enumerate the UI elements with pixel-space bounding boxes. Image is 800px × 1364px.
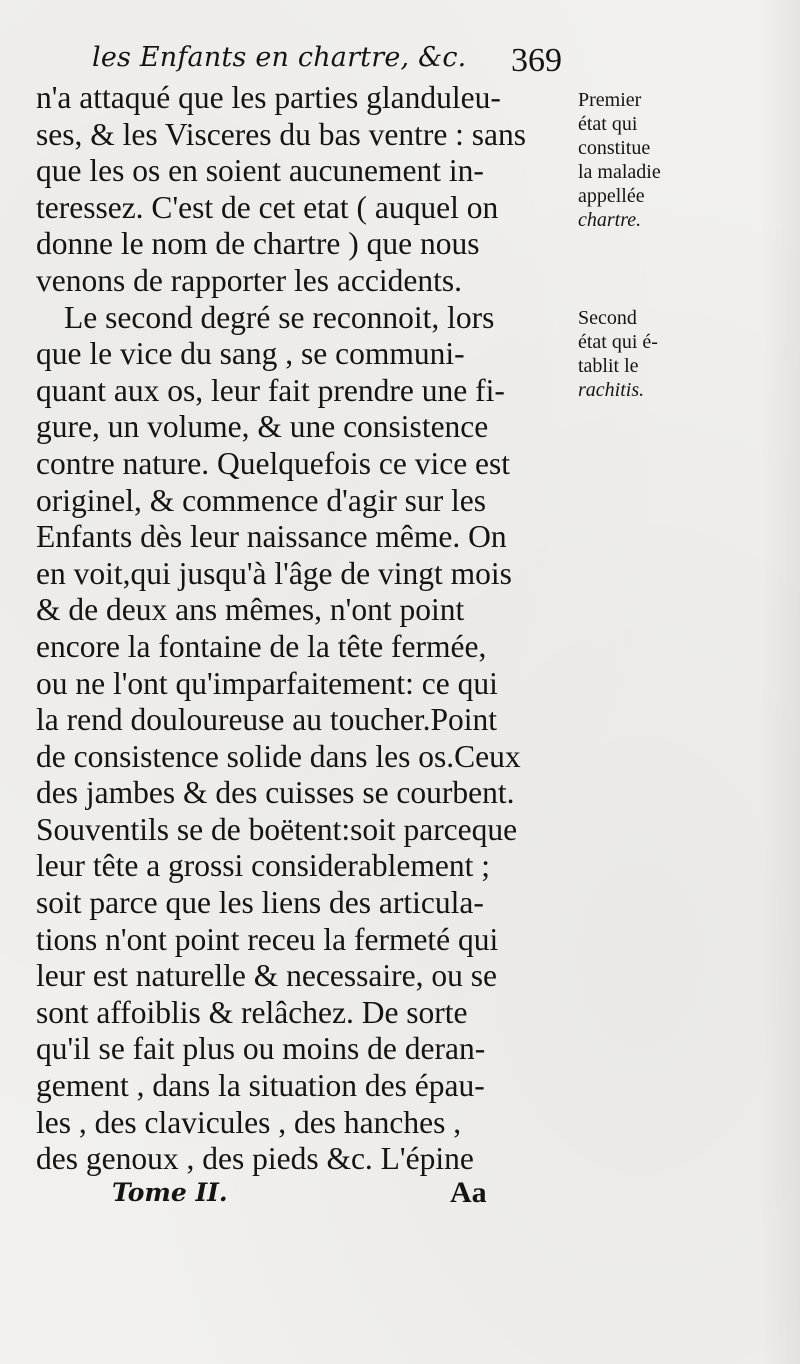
text-line: teressez. C'est de cet etat ( auquel on xyxy=(36,189,499,225)
text-line: Enfants dès leur naissance même. On xyxy=(36,519,507,555)
text-line: soit parce que les liens des articula- xyxy=(36,885,484,921)
text-line: qu'il se fait plus ou moins de deran- xyxy=(36,1031,486,1067)
text-line: donne le nom de chartre ) que nous xyxy=(36,226,480,262)
text-line: encore la fontaine de la tête fermée, xyxy=(36,628,487,664)
text-line: que les os en soient aucunement in- xyxy=(36,153,484,189)
running-title: les Enfants en chartre, &c. xyxy=(92,42,467,73)
volume-label: Tome II. xyxy=(112,1178,228,1207)
margin-note-line: rachitis. xyxy=(578,379,645,401)
paragraph-start-line: Le second degré se reconnoit, lors xyxy=(64,299,495,335)
page-edge-shadow xyxy=(760,0,800,1364)
text-line: des jambes & des cuisses se courbent. xyxy=(36,775,515,811)
margin-note-line: chartre. xyxy=(578,209,642,231)
margin-note-line: état qui é- xyxy=(578,331,658,353)
text-line: & de deux ans mêmes, n'ont point xyxy=(36,592,465,628)
text-line: leur tête a grossi considerablement ; xyxy=(36,848,490,884)
text-line: contre nature. Quelquefois ce vice est xyxy=(36,445,511,481)
text-line: des genoux , des pieds &c. L'épine xyxy=(36,1141,474,1177)
text-line: ou ne l'ont qu'imparfaitement: ce qui xyxy=(36,665,498,701)
text-line: quant aux os, leur fait prendre une fi- xyxy=(36,372,505,408)
text-line: les , des clavicules , des hanches , xyxy=(36,1104,462,1140)
page-number: 369 xyxy=(511,42,562,79)
text-line: sont affoiblis & relâchez. De sorte xyxy=(36,994,468,1030)
margin-note-premier-etat xyxy=(578,88,728,232)
body-text xyxy=(36,80,581,1178)
margin-note-line: Premier xyxy=(578,89,642,111)
text-line: ses, & les Visceres du bas ventre : sans xyxy=(36,116,527,152)
text-line: n'a attaqué que les parties glanduleu- xyxy=(36,80,501,115)
text-line: leur est naturelle & necessaire, ou se xyxy=(36,958,497,994)
signature-mark: Aa xyxy=(450,1176,487,1209)
text-line: venons de rapporter les accidents. xyxy=(36,262,462,298)
text-line: la rend douloureuse au toucher.Point xyxy=(36,702,498,738)
margin-note-line: tablit le xyxy=(578,355,639,377)
text-line: tions n'ont point receu la fermeté qui xyxy=(36,921,499,957)
margin-note-line: constitue xyxy=(578,137,651,159)
text-line: gure, un volume, & une consistence xyxy=(36,409,489,445)
text-line: Souventils se de boëtent:soit parceque xyxy=(36,811,518,847)
margin-note-line: appellée xyxy=(578,185,645,207)
margin-note-second-etat xyxy=(578,306,728,402)
text-line: en voit,qui jusqu'à l'âge de vingt mois xyxy=(36,555,512,591)
page-footer xyxy=(112,1178,532,1218)
text-line: de consistence solide dans les os.Ceux xyxy=(36,738,521,774)
margin-note-line: état qui xyxy=(578,113,638,135)
text-line: gement , dans la situation des épau- xyxy=(36,1068,485,1104)
margin-note-line: Second xyxy=(578,307,637,329)
text-line: originel, & commence d'agir sur les xyxy=(36,482,487,518)
margin-note-line: la maladie xyxy=(578,161,661,183)
text-line: que le vice du sang , se communi- xyxy=(36,336,465,372)
